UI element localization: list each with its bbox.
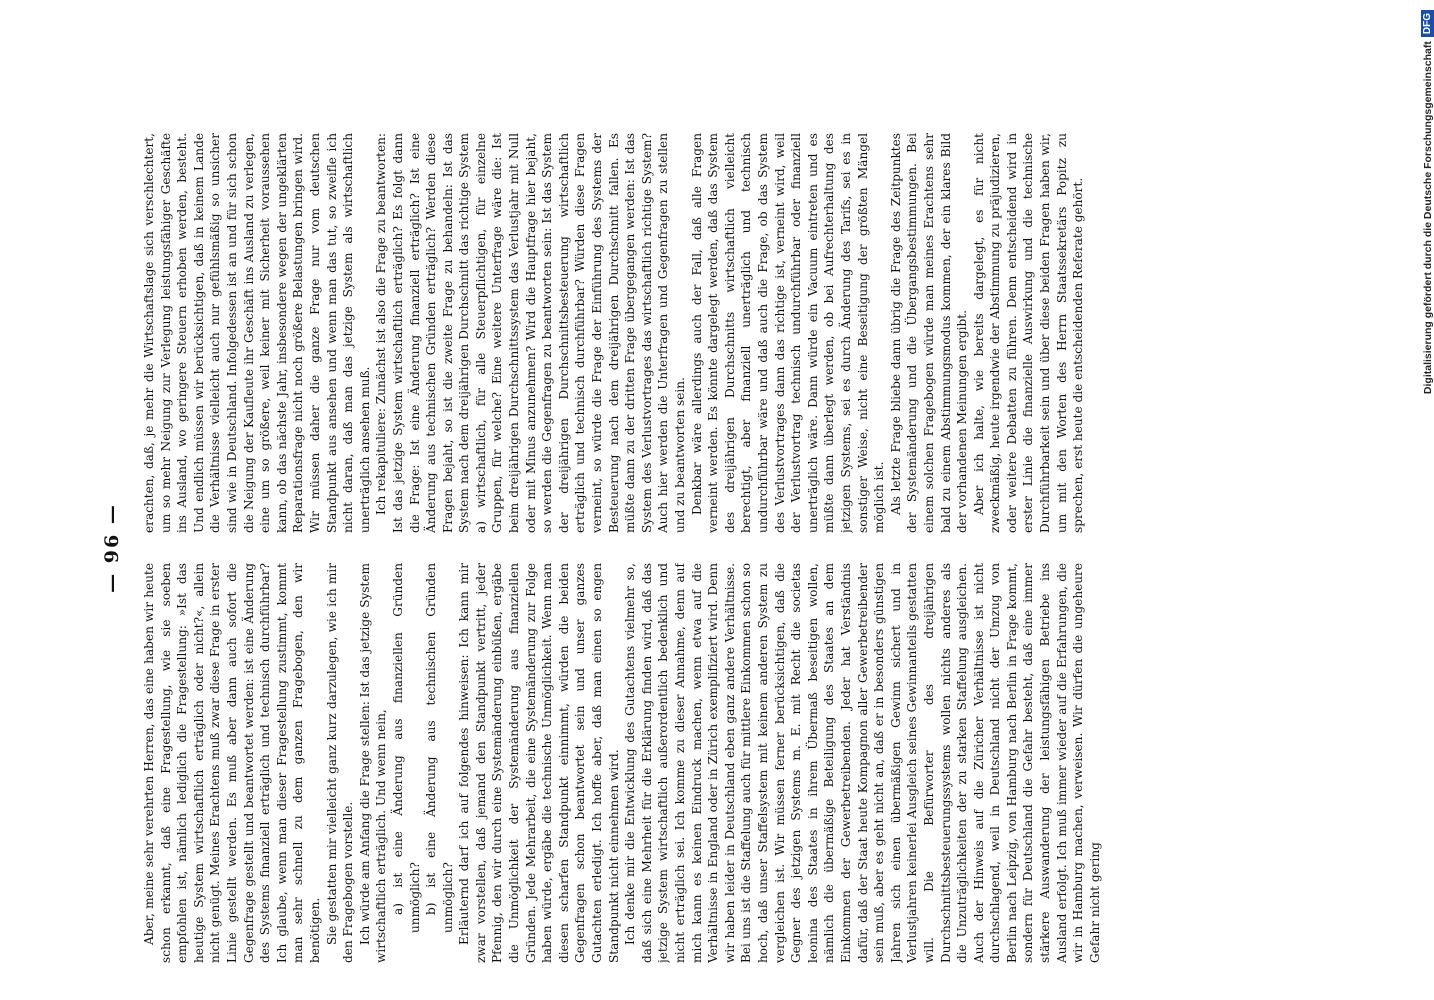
paragraph: Als letzte Frage bliebe dann übrig die Frage des Zeitpunktes der Systemänderung und die Übergangsbestimmungen. Bei einem solchen Fragebogen würde man meines Erachtens sehr bald zu einem Abstimmungsmodus kommen, der ein klares Bild der vorhandenen Meinungen ergibt. bbox=[888, 133, 970, 533]
paragraph: Aber ich halte, wie bereits dargelegt, es für nicht zweckmäßig, heute irgendwie der Abstimmung zu präjudizieren, oder weitere Debatten zu führen. Denn entscheidend wird in erster Linie die finanzielle Auswirkung und die technische Durchführbarkeit sein und über diese beiden Fragen haben wir, um mit den Worten des Herrn Staatssekretärs Popitz zu sprechen, erst heute die entscheidenden Referate gehört. bbox=[971, 133, 1086, 533]
list-item-b: b) ist eine Änderung aus technischen Gründen unmöglich? bbox=[424, 563, 455, 933]
right-column bbox=[141, 133, 1297, 533]
paragraph: Aber, meine sehr verehrten Herren, das eine haben wir heute schon erkannt, daß eine Fragestellung, wie sie soeben empfohlen ist, nämlich lediglich die Fragestellung: »Ist das heutige System wirtschaftlich erträglich oder nicht?«, allein nicht genügt. Meines Erachtens muß zwar diese Frage in erster Linie gestellt werden. Es muß aber dann auch sofort die Gegenfrage gestellt und beantwortet werden: ist eine Änderung des Systems finanziell erträglich und technisch durchführbar? Ich glaube, wenn man dieser Fragestellung zustimmt, kommt man sehr schnell zu dem ganzen Fragebogen, den wir benötigen. bbox=[142, 563, 322, 963]
credit-text: Digitalisierung gefördert durch die Deutsche Forschungsgemeinschaft bbox=[1422, 41, 1434, 395]
scanned-page bbox=[101, 133, 1299, 963]
left-column bbox=[141, 563, 1297, 963]
paragraph: erachten, daß, je mehr die Wirtschaftslage sich verschlechtert, um so mehr Neigung zur Verlegung leistungsfähiger Geschäfte ins Ausland, wo geringere Steuern erhoben werden, besteht. Und endlich müssen wir berücksichtigen, daß in keinem Lande die Verhältnisse vielleicht auch nur gefühlsmäßig so unsicher sind wie in Deutschland. Infolgedessen ist an und für sich schon die Neigung der Kaufleute ihr Geschäft ins Ausland zu verlegen, eine um so größere, weil keiner mit Sicherheit voraussehen kann, ob das nächste Jahr, insbesondere wegen der ungeklärten Reparationsfrage nicht noch größere Belastungen bringen wird. Wir müssen daher die ganze Frage nur vom deutschen Standpunkt aus ansehen und wenn man das tut, so zweifle ich nicht daran, daß man das jetzige System als wirtschaftlich unerträglich ansehen muß. bbox=[142, 133, 372, 533]
page-number-header: — 96 — bbox=[101, 503, 123, 593]
paragraph: Sie gestatten mir vielleicht ganz kurz darzulegen, wie ich mir den Fragebogen vorstelle. bbox=[324, 563, 356, 963]
paragraph: Denkbar wäre allerdings auch der Fall, daß alle Fragen verneint werden. Es könnte dargelegt werden, daß das System des dreijährigen Durchschnitts wirtschaftlich vielleicht berechtigt, aber finanziell unerträglich und technisch undurchführbar wäre und daß auch die Frage, ob das System des Verlustvortrages dann das richtige ist, verneint wird, weil der Verlustvortrag technisch undurchführbar oder finanziell unerträglich wäre. Dann würde ein Vacuum eintreten und es müßte dann überlegt werden, ob bei Aufrechterhaltung des jetzigen Systems, sei es durch Änderung des Tarifs, sei es in sonstiger Weise, nicht eine Beseitigung der größten Mängel möglich ist. bbox=[689, 133, 887, 533]
paragraph: Ich denke mir die Entwicklung des Gutachtens vielmehr so, daß sich eine Mehrheit für die Erklärung finden wird, daß das jetzige System wirtschaftlich außerordentlich bedenklich und nicht erträglich sei. Ich komme zu dieser Annahme, denn auf mich kann es keinen Eindruck machen, wenn etwa auf die Verhältnisse in England oder in Zürich exemplifiziert wird. Denn wir haben leider in Deutschland eben ganz andere Verhältnisse. Bei uns ist die Staffelung auch für mittlere Einkommen schon so hoch, daß unser Staffelsystem mit keinem anderen System zu vergleichen ist. Wir müssen ferner berücksichtigen, daß die Gegner des jetzigen Systems m. E. mit Recht die societas leonina des Staates in ihrem Übermaß beseitigen wollen, nämlich die übermäßige Beteiligung des Staates an dem Einkommen der Gewerbetreibenden. Jeder hat Verständnis dafür, daß der Staat heute Kompagnon aller Gewerbetreibender sein muß, aber es geht nicht an, daß er in besonders günstigen Jahren sich einen übermäßigen Gewinn sichert und in Verlustjahren keinerlei Ausgleich seines Gewinnanteils gestatten will. Die Befürworter des dreijährigen Durchschnittsbesteuerungssystems wollen nichts anderes als die Unzuträglichkeiten der zu starken Staffelung ausgleichen. Auch der Hinweis auf die Züricher Verhältnisse ist nicht durchschlagend, weil in Deutschland nicht der Umzug von Berlin nach Leipzig, von Hamburg nach Berlin in Frage kommt, sondern für Deutschland die Gefahr besteht, daß eine immer stärkere Auswanderung der leistungsfähigen Betriebe ins Ausland erfolgt. Ich muß immer wieder auf die Erfahrungen, die wir in Hamburg machen, verweisen. Wir dürfen die ungeheure Gefahr nicht gering bbox=[623, 563, 1102, 963]
dfg-logo: DFG bbox=[1421, 10, 1434, 37]
paragraph: Ich rekapituliere: Zunächst ist also die Frage zu beantworten: Ist das jetzige System wirtschaftlich erträglich? Es folgt dann die Frage: Ist eine Änderung finanziell erträglich? Ist eine Änderung aus technischen Gründen erträglich? Werden diese Fragen bejaht, so ist die zweite Frage zu behandeln: Ist das System nach dem dreijährigen Durchschnitt das richtige System a) wirtschaftlich, für alle Steuerpflichtigen, für einzelne Gruppen, für welche? Eine weitere Unterfrage wäre die: Ist beim dreijährigen Durchschnittssystem das Verlustjahr mit Null oder mit Minus anzunehmen? Wird die Hauptfrage hier bejaht, so werden die Gegenfragen zu beantworten sein: Ist das System der dreijährigen Durchschnittsbesteuerung wirtschaftlich erträglich und technisch durchführbar? Würden diese Fragen verneint, so würde die Frage der Einführung des Systems der Besteuerung nach dem dreijährigen Durchschnitt fallen. Es müßte dann zu der dritten Frage übergegangen werden: Ist das System des Verlustvortrages das wirtschaftlich richtige System? Auch hier werden die Unterfragen und Gegenfragen zu stellen und zu beantworten sein. bbox=[374, 133, 687, 533]
paragraph: Ich würde am Anfang die Frage stellen: Ist das jetzige System wirtschaftlich erträglich. Und wenn nein, bbox=[357, 563, 389, 963]
list-item-a: a) ist eine Änderung aus finanziellen Gründen unmöglich? bbox=[390, 563, 422, 933]
paragraph: Erläuternd darf ich auf folgendes hinweisen: Ich kann mir zwar vorstellen, daß jemand den Standpunkt vertritt, jeder Pfennig, den wir durch eine Systemänderung einbüßen, ergäbe die Unmöglichkeit der Systemänderung aus finanziellen Gründen. Jede Mehrarbeit, die eine Systemänderung zur Folge haben würde, ergäbe die technische Unmöglichkeit. Wenn man diesen scharfen Standpunkt einnimmt, würden die beiden Gegenfragen schon beantwortet sein und unser ganzes Gutachten erledigt. Ich hoffe aber, daß man einen so engen Standpunkt nicht einnehmen wird. bbox=[457, 563, 621, 963]
digitization-credit bbox=[1420, 0, 1434, 1000]
